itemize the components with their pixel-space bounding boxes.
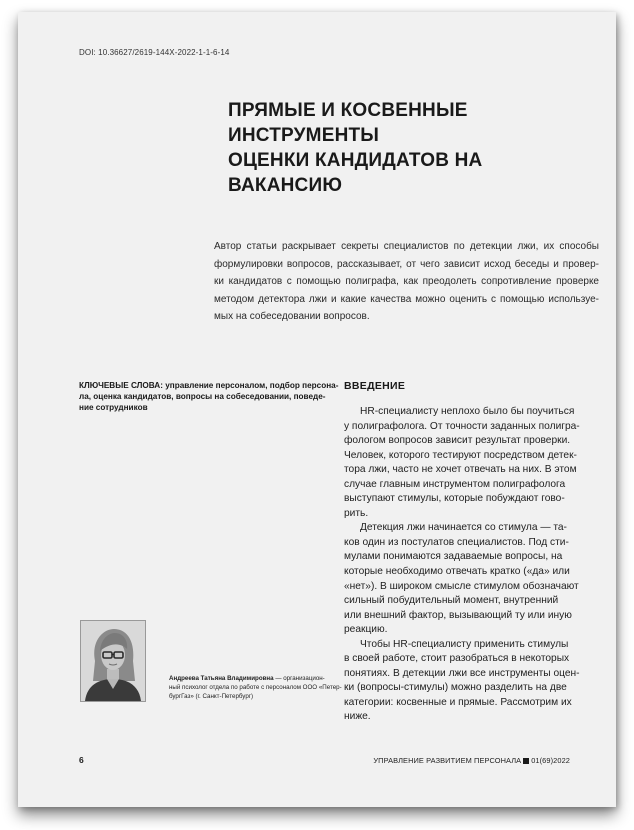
author-bio-line bbox=[169, 675, 329, 684]
author-bio bbox=[169, 675, 342, 701]
journal-footer bbox=[373, 756, 570, 765]
body-line: категории: косвенные и прямые. Рассмотрим их bbox=[344, 696, 572, 708]
title-line: ПРЯМЫЕ И КОСВЕННЫЕ ИНСТРУМЕНТЫ bbox=[228, 100, 468, 146]
body-line: реакцию. bbox=[344, 624, 388, 636]
abstract-line: формулировки вопросов, рассказывает, от чего зависит исход беседы и провер- bbox=[214, 258, 599, 270]
body-line: тора лжи, часто не хочет отвечать на них. В этом bbox=[344, 464, 577, 476]
body-line: ниже. bbox=[344, 711, 371, 723]
journal-name: УПРАВЛЕНИЕ РАЗВИТИЕМ ПЕРСОНАЛА bbox=[373, 756, 522, 765]
doi-identifier: DOI: 10.36627/2619-144X-2022-1-1-6-14 bbox=[79, 48, 230, 57]
section-heading: ВВЕДЕНИЕ bbox=[344, 380, 406, 392]
body-line: случае главным инструментом полиграфолога bbox=[344, 478, 566, 490]
body-line: которые необходимо отвечать кратко («да» или bbox=[344, 566, 570, 578]
body-line: выступают стимулы, которые побуждают гово- bbox=[344, 493, 565, 505]
keywords-block bbox=[79, 380, 339, 413]
article-title bbox=[228, 98, 588, 198]
body-line: ков один из постулатов специалистов. Под сти- bbox=[344, 536, 569, 548]
body-line: мулами понимаются задаваемые вопросы, на bbox=[344, 551, 563, 563]
body-line: в своей работе, стоит разобраться в некоторых bbox=[344, 653, 570, 665]
body-line: сильный побудительный момент, внутренний bbox=[344, 595, 559, 607]
body-line: «нет»). В широком смысле стимулом обозначают bbox=[344, 580, 579, 592]
abstract-line: методом детектора лжи и какие качества можно оценить с помощью используе- bbox=[214, 293, 599, 305]
body-line: фологом вопросов зависит результат проверки. bbox=[344, 435, 571, 447]
author-photo bbox=[80, 620, 146, 702]
body-line: рить. bbox=[344, 507, 369, 519]
journal-page bbox=[18, 12, 616, 807]
body-line: у полиграфолога. От точности заданных полигра- bbox=[344, 420, 580, 432]
author-name: Андреева Татьяна Владимировна bbox=[169, 675, 274, 682]
journal-issue: 01(69)2022 bbox=[531, 756, 570, 765]
body-line: Человек, которого тестируют посредством детек- bbox=[344, 449, 577, 461]
body-line: HR-специалисту неплохо было бы поучиться bbox=[360, 406, 575, 417]
author-bio-line: ный психолог отдела по работе с персоналом ООО «Петер- bbox=[169, 683, 342, 691]
author-bio-line: бургГаз» (г. Санкт-Петербург) bbox=[169, 692, 254, 700]
author-role: — организацион- bbox=[273, 675, 325, 682]
page-number: 6 bbox=[79, 755, 84, 765]
article-abstract bbox=[214, 238, 599, 326]
square-bullet-icon bbox=[523, 758, 529, 764]
section-body bbox=[344, 405, 602, 725]
keywords-line: ние сотрудников bbox=[79, 403, 148, 412]
author-portrait-icon bbox=[81, 621, 145, 701]
title-line: ОЦЕНКИ КАНДИДАТОВ НА ВАКАНСИЮ bbox=[228, 150, 483, 196]
abstract-line: ки кандидатов с помощью полиграфа, как преодолеть сопротивление проверке bbox=[214, 276, 599, 287]
abstract-line: мых на собеседовании вопросов. bbox=[214, 311, 370, 322]
body-line: ки (вопросы-стимулы) можно разделить на две bbox=[344, 682, 567, 694]
body-line: Детекция лжи начинается со стимула — та- bbox=[360, 522, 567, 534]
body-line: или внешний фактор, вызывающий ту или иную bbox=[344, 609, 572, 621]
keywords-line: КЛЮЧЕВЫЕ СЛОВА: управление персоналом, подбор персона- bbox=[79, 381, 339, 390]
abstract-line: Автор статьи раскрывает секреты специалистов по детекции лжи, их способы bbox=[214, 241, 599, 252]
body-line: Чтобы HR-специалисту применить стимулы bbox=[360, 638, 569, 650]
keywords-line: ла, оценка кандидатов, вопросы на собеседовании, поведе- bbox=[79, 392, 326, 401]
body-line: понятиях. В детекции лжи все инструменты оцен- bbox=[344, 667, 580, 679]
